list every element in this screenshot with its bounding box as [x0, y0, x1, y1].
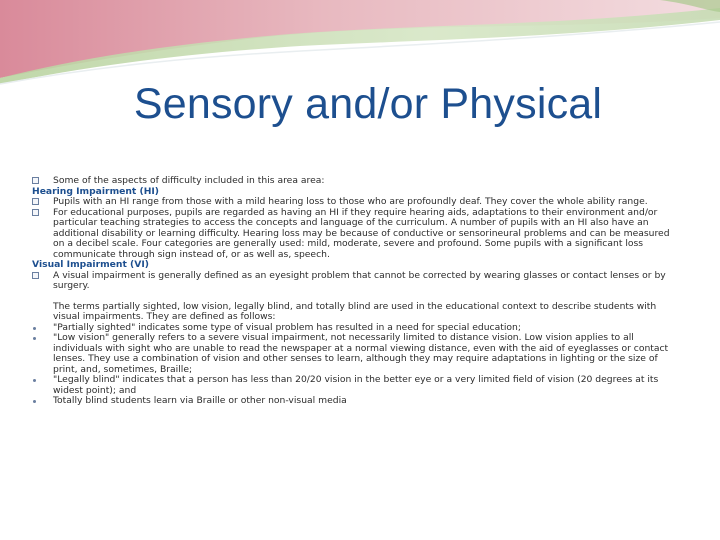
checkbox-bullet-icon — [32, 209, 39, 216]
vi-bullet-text: "Partially sighted" indicates some type of visual problem has resulted in a need for special education; — [53, 321, 521, 333]
vi-bullet-text: "Legally blind" indicates that a person has less than 20/20 vision in the better eye or a very limited field of vision (20 degrees at its widest point); and — [53, 374, 659, 396]
bullet-dot-icon — [33, 379, 36, 382]
hi-item-text: For educational purposes, pupils are regarded as having an HI if they require hearing aids, adaptations to their environment and/or particular teaching strategies to access the concepts and language of the curriculum. A number of pupils with an HI also have an additional disability or learning difficulty. Hearing loss may be because of conductive or sensorineural problems and can be measured on a decibel scale. Four categories are generally used: mild, moderate, severe and profound. Some pupils with a significant loss communicate through sign instead of, or as well as, speech. — [53, 206, 670, 260]
hi-item — [32, 208, 682, 261]
hi-heading: Hearing Impairment (HI) — [32, 185, 160, 197]
intro-item — [32, 176, 682, 187]
vi-bullet-text: "Low vision" generally refers to a severe visual impairment, not necessarily limited to distance vision. Low vision applies to all individuals with sight who are unable to read the newspaper at a normal viewing distance, even with the aid of eyeglasses or contact lenses. They use a combination of vision and other senses to learn, although they may require adaptations in lighting or the size of print, and, sometimes, Braille; — [53, 332, 669, 375]
header-decoration — [0, 0, 720, 90]
vi-heading: Visual Impairment (VI) — [32, 259, 149, 270]
hi-item-text: Pupils with an HI range from those with a mild hearing loss to those who are profoundly deaf. They cover the whole ability range. — [53, 196, 648, 207]
vi-bullet — [32, 333, 682, 375]
bullet-dot-icon — [33, 337, 36, 340]
checkbox-bullet-icon — [32, 198, 39, 205]
checkbox-bullet-icon — [32, 272, 39, 279]
checkbox-bullet-icon — [32, 177, 39, 184]
vi-item — [32, 271, 682, 292]
vi-bullet — [32, 396, 682, 407]
vi-bullet-text: Totally blind students learn via Braille or other non-visual media — [53, 395, 347, 406]
vi-item-text: A visual impairment is generally defined as an eyesight problem that cannot be corrected by wearing glasses or contact lenses or by surgery. — [53, 269, 666, 291]
bullet-dot-icon — [33, 400, 36, 403]
slide-title: Sensory and/or Physical — [133, 80, 603, 128]
vi-terms-intro: The terms partially sighted, low vision, legally blind, and totally blind are used in the educational context to describe students with visual impairments. They are defined as follows: — [53, 300, 657, 322]
bullet-dot-icon — [33, 327, 36, 330]
vi-bullet — [32, 375, 682, 396]
intro-text: Some of the aspects of difficulty included in this area area: — [53, 175, 325, 186]
slide-body — [32, 176, 682, 407]
